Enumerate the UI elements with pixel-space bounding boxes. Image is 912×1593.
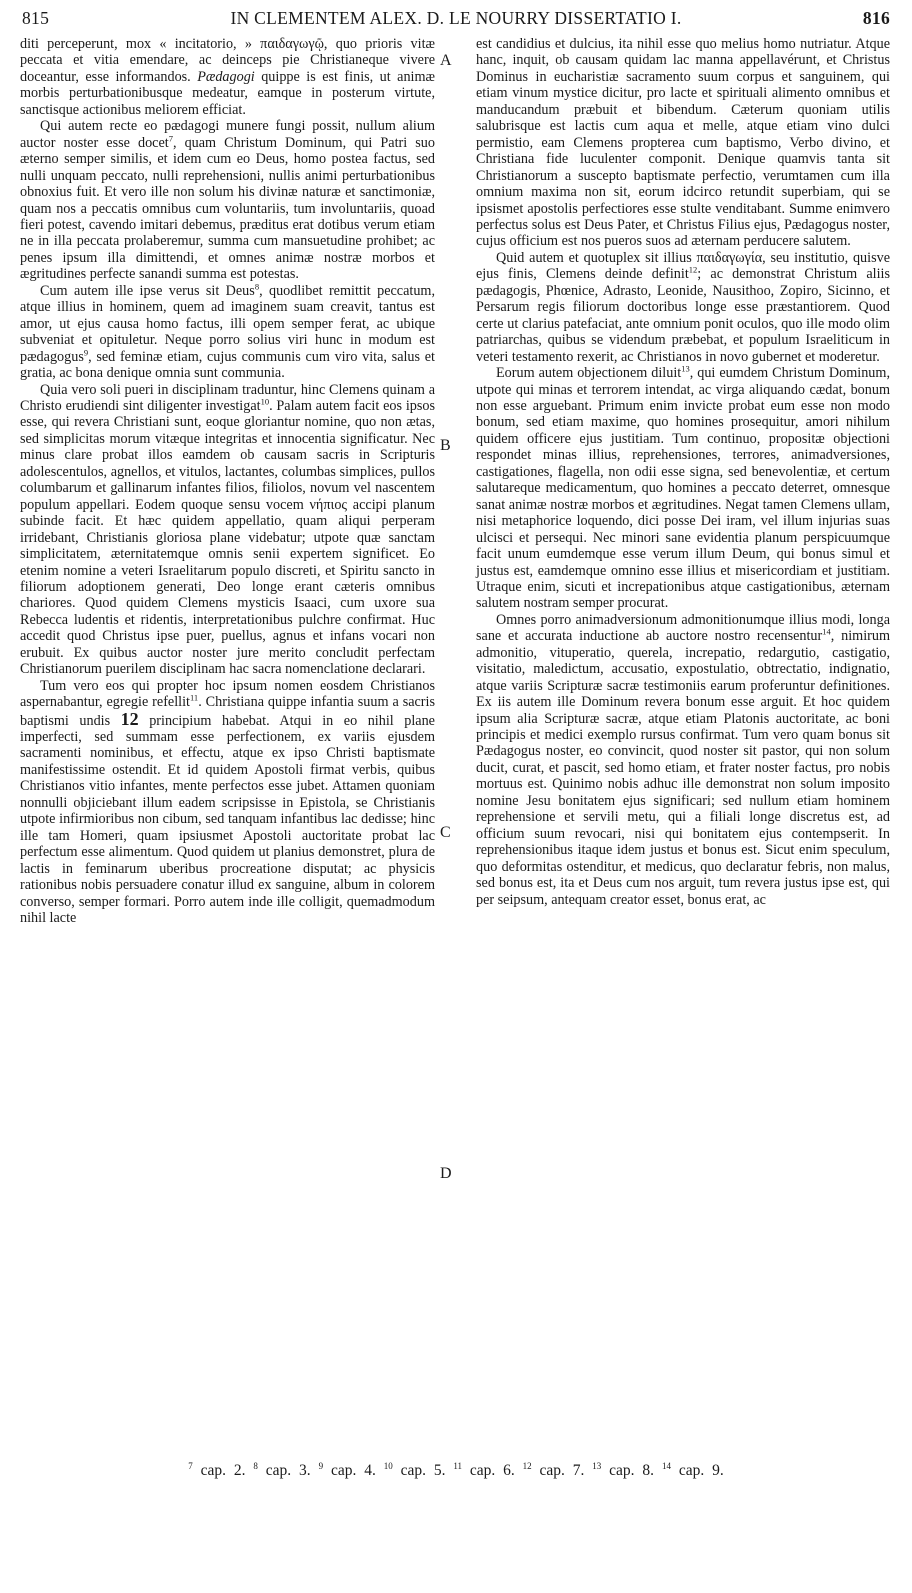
footnote-ref: 7 [168, 132, 173, 143]
footnote-ref: 12 [688, 264, 698, 275]
running-header [22, 8, 890, 34]
footnote-ref: 8 [254, 281, 260, 292]
footnote-text: cap. 4. [330, 1462, 376, 1479]
text-run: , nimirum admonitio, vituperatio, querela, increpatio, redargutio, castigatio, visitatio, maledictum, accusatio, expostulatio, obtrectatio, indignatio, atque variis Scripturæ sacræ testimoniis earum proferuntur definitiones. Ex iis autem ille Dominum revera bonum esse arguit. Et hoc quidem ipsum alia Scripturæ sacræ, atque etiam Platonis auctoritate, ac boni principis et medici exemplo rursus confirmat. Tum vero quam bonus sit Pædagogus noster, eo convincit, quod noster sit pastor, qui non solum ducit, curat, et pascit, sed homo etiam, et frater noster factus, pro nobis mortuus est. Quinimo nobis adhuc ille demonstrat non solum imposito nomine Jesu bonitatem ejus significari; sed nullum etiam hominem reprehensione et servili metu, qui a filiali longe discretus est, ad officium suum revocari, nisi qui bonitatem ejus contempserit. In reprehensionibus itaque idem justus et bonus est. Sicut enim speculum, quo deformitas ostenditur, et medicus, quo declaratur febris, non malus, sed bonus est, ita et Deus cum nos arguit, tum revera justus ipse est, qui per seipsum, antequam creator esset, bonus erat, ac [476, 628, 890, 908]
inline-page-marker: 12 [120, 708, 139, 729]
footnote [384, 1462, 446, 1479]
text-run: principium habebat. Atqui in eo nihil plane imperfecti, sed summam esse perfectionem, ex variis ejusdem sacramenti nominibus, et effectu, atque ex ipso Christi baptismate manifestissime ostendit. Et id quidem Apostoli firmat verbis, quibus Christianos vitio infantes, mente perfectos esse jubet. Attamen quoniam nonnulli objiciebant illum eadem scripsisse in Epistola, se Christianis utpote infirmioribus non cibum, sed tanquam infantibus lac dedisse; hinc ille tam Homeri, quam ipsiusmet Apostoli auctoritate probat lac perfectum esse alimentum. Quod quidem ut planius demonstret, plura de lactis in feminarum uberibus procreatione disputat; ac physicis rationibus nobis persuadere conatur illud ex sanguine, album in colorem converso, semper formari. Porro autem inde ille colligit, quemadmodum nihil lacte [20, 712, 435, 927]
footnote [662, 1462, 724, 1479]
paragraph: est candidius et dulcius, ita nihil esse quo melius homo nutriatur. Atque hanc, inquit, ob causam quidam lac manna appellavérunt, et Christus Dominus in eucharistiæ sacramento suum corpus et sanguinem, qui etiam vinum mystice dicitur, pro lacte et spirituali alimento omnibus et manducandum præbuit et bibendum. Cæterum quoniam utilis salubrisque est lactis cum aqua et melle, atque etiam vino dulci permistio, eam Clemens propterea cum baptismo, Verbo divino, et Christiana fide luculenter componit. Denique quamvis tanta sit Christianorum a suscepto baptismate perfectio, verumtamen cum illa omnium maxima non sit, eorum idcirco retundit superbiam, qui se ipsismet apostolis perfectiores esse stulte venditabant. Summe enimvero perfectus solus est Deus Pater, et Christus Filius ejus, Pædagogus noster, cujus officium est nos pueros suos ad æternam perducere salutem. [476, 36, 890, 250]
italic-term: Pædagogi [197, 68, 255, 85]
left-column [20, 36, 435, 926]
footnote [592, 1462, 654, 1479]
footnote-text: cap. 6. [469, 1462, 515, 1479]
margin-letter-a: A [440, 52, 452, 69]
text-run: . Christiana quippe infantia suum a sacris baptismi undis [20, 694, 435, 729]
margin-letter-c: C [440, 824, 451, 841]
footnote-text: cap. 5. [400, 1462, 446, 1479]
footnote-number: 9 [318, 1460, 324, 1471]
footnote-number: 8 [253, 1460, 258, 1471]
footnote-text: cap. 2. [200, 1462, 246, 1479]
text-run: quippe is est finis, ut animæ morbis perturbationibusque medeatur, eamque in posterum virtute, sanctisque actionibus meliorem efficiat. [20, 68, 435, 118]
text-run: Omnes porro animadversionum admonitionumque illius modi, longa sane et accurata inductione ab auctore nostro recensentur [476, 611, 890, 645]
footnote [188, 1462, 245, 1479]
text-run: , sed feminæ etiam, cujus communis cum viro vita, salus et gratia, ac bona denique omnia sunt communia. [20, 348, 435, 382]
paragraph [20, 118, 435, 283]
paragraph [20, 36, 435, 118]
page-number-right: 816 [862, 8, 890, 28]
footnote-ref: 11 [190, 692, 199, 703]
footnote-number: 10 [383, 1460, 393, 1471]
page-number-left: 815 [22, 8, 50, 28]
text-run: , quam Christum Dominum, qui Patri suo æterno semper similis, et idem cum eo Deus, homo postea factus, sed nulli unquam peccato, nulli reprehensioni, nullis animi perturbationibus obnoxius fuit. Et vero ille non solum his divinæ naturæ et sanctimoniæ, quam nos a peccatis omnibus cum voluntariis, tum involuntariis, quoad fieri potest, cavendo imitari debemus, præditus erat dotibus verum etiam ne in illa peccata prolaberemur, summa cum mansuetudine prohibet; ac penes ipsum illa dimittendi, et omnes animæ nostræ morbos et ægritudines perfecte sanandi summa est potestas. [20, 134, 435, 283]
margin-letter-b: B [440, 437, 451, 454]
text-run: Tum vero eos qui propter hoc ipsum nomen eosdem Christianos aspernabantur, egregie refellit [20, 677, 435, 711]
text-run: Quid autem et quotuplex sit illius παιδαγωγία, seu institutio, quisve ejus finis, Clemens deinde definit [476, 249, 890, 283]
text-run: . Palam autem facit eos ipsos esse, qui revera Christiani sunt, eoque gloriantur nomine, quo non ætas, sed simplicitas morum vitæque integritas et innocentia significatur. Nec minus clare probat illos eamdem ob causam sacris in Scripturis adolescentulos, agnellos, et vitulos, lactantes, columbas simplices, pullos columbarum et gallinarum infantes filios, filiolos, novum vel nascentem populum appellari. Eodem quoque sensu vocem νήπιος accipi planum subinde facit. Et hæc quidem appellatio, quam aliqui perperam irridebant, Christianis gloriosa plane videbatur; utpote quæ sanctam simplicitatem, æternitatemque omnis senii expertem significet. Eo etenim nomine a veteri Israelitarum populo discreti, et Spiritu sancto in filiorum adoptionem generati, Deo longe erant cæteris omnibus chariores. Quod quidem Clemens mysticis Isaaci, cum uxore sua Rebecca ludentis et ridentis, interpretationibus pulchre confirmat. Huc accedit quod Christus ipse puer, puellus, agnus et infans vocari non erubuit. Ex quibus auctor noster jure merito concludit perfectam Christianorum puerilem disciplinam hac sacra nomenclatione declarari. [20, 397, 435, 678]
text-run: diti perceperunt, mox « incitatorio, » παιδαγωγῷ, quo prioris vitæ peccata et vitia emendare, ac deinceps pie Christianeque vivere doceantur, esse informandos. [20, 36, 435, 85]
running-title: IN CLEMENTEM ALEX. D. LE NOURRY DISSERTATIO I. [230, 8, 682, 28]
text-run: , quodlibet remittit peccatum, atque illius in hominem, quem ad imaginem suam creavit, tantus est amor, ut ejus causa homo factus, illi opem semper ferat, ac ubique subveniat et opituletur. Neque porro solius viri hunc in modum est pædagogus [20, 282, 436, 365]
text-run: Qui autem recte eo pædagogi munere fungi possit, nullum alium auctor noster esse docet [20, 118, 435, 151]
footnote-number: 11 [453, 1460, 463, 1471]
paragraph [20, 382, 435, 678]
footnote-number: 12 [522, 1460, 532, 1471]
paragraph [476, 612, 890, 908]
footnote-text: cap. 7. [539, 1462, 585, 1479]
footnote-ref: 14 [822, 626, 831, 637]
footnote-text: cap. 3. [265, 1462, 311, 1479]
right-column [476, 36, 890, 908]
footnote [523, 1462, 585, 1479]
text-run: Cum autem ille ipse verus sit Deus [40, 282, 255, 299]
footnote-ref: 9 [83, 346, 89, 357]
footnote-ref: 10 [260, 396, 270, 407]
footnote [453, 1462, 514, 1479]
footnotes [0, 1462, 912, 1480]
footnote-number: 13 [592, 1460, 602, 1471]
footnote-text: cap. 9. [678, 1462, 724, 1479]
paragraph [476, 365, 890, 612]
text-run: ; ac demonstrat Christum aliis pædagogis, Phœnice, Adrasto, Leonide, Nausithoo, Zopiro, Sicinno, et Persarum regis filiorum doctoribus longe esse præstantiorem. Quod certe ut clarius patefaciat, ante omnium ponit oculos, quo ille modo olim patriarchas, quibus se videndum præbebat, et populum Israeliticum in veteri testamento rexerit, ac Christianos in novo gubernet et moderetur. [476, 266, 890, 365]
paragraph [476, 250, 890, 365]
paragraph [20, 678, 435, 927]
margin-letter-d: D [440, 1165, 452, 1182]
footnote-number: 14 [661, 1460, 671, 1471]
footnote [253, 1462, 310, 1479]
footnote-text: cap. 8. [609, 1462, 655, 1479]
footnote-ref: 13 [681, 363, 690, 374]
text-run: Eorum autem objectionem diluit [496, 365, 682, 382]
footnote [319, 1462, 376, 1479]
text-run: Quia vero soli pueri in disciplinam traduntur, hinc Clemens quinam a Christo erudiendi sint diligenter investigat [20, 381, 435, 414]
text-run: , qui eumdem Christum Dominum, utpote qui minas et terrorem intendat, ac virga aliquando cædat, bonum non esse arguebant. Primum enim invicte probat eum esse non modo bonum, sed etiam maxime, quo homines prosequitur, amori nihilum quidem officere ejus justitiam. Tum continuo, propositæ objectioni respondet minas illius, reprehensiones, terrores, animadversiones, castigationes, flagella, non odii esse signa, sed benevolentiæ, et certum salutareque medicamentum, quo homines a peccato deterret, omnesque sanat animæ nostræ morbos et ægritudines. Negat tamen Clemens ullam, nisi metaphorice loquendo, dici posse Dei iram, vel illum injurias suas ulcisci et persequi. Nec minori sane evidentia planum perspicuumque facit unum eumdemque esse verum illum Deum, qui bonus simul et justus est, eamdemque omnino esse illius et misericordiam et justitiam. Utraque enim, sicuti et increpationibus atque castigationibus, æternam salutem nostram semper procurat. [476, 365, 890, 612]
footnote-number: 7 [188, 1460, 193, 1471]
paragraph [20, 283, 435, 382]
